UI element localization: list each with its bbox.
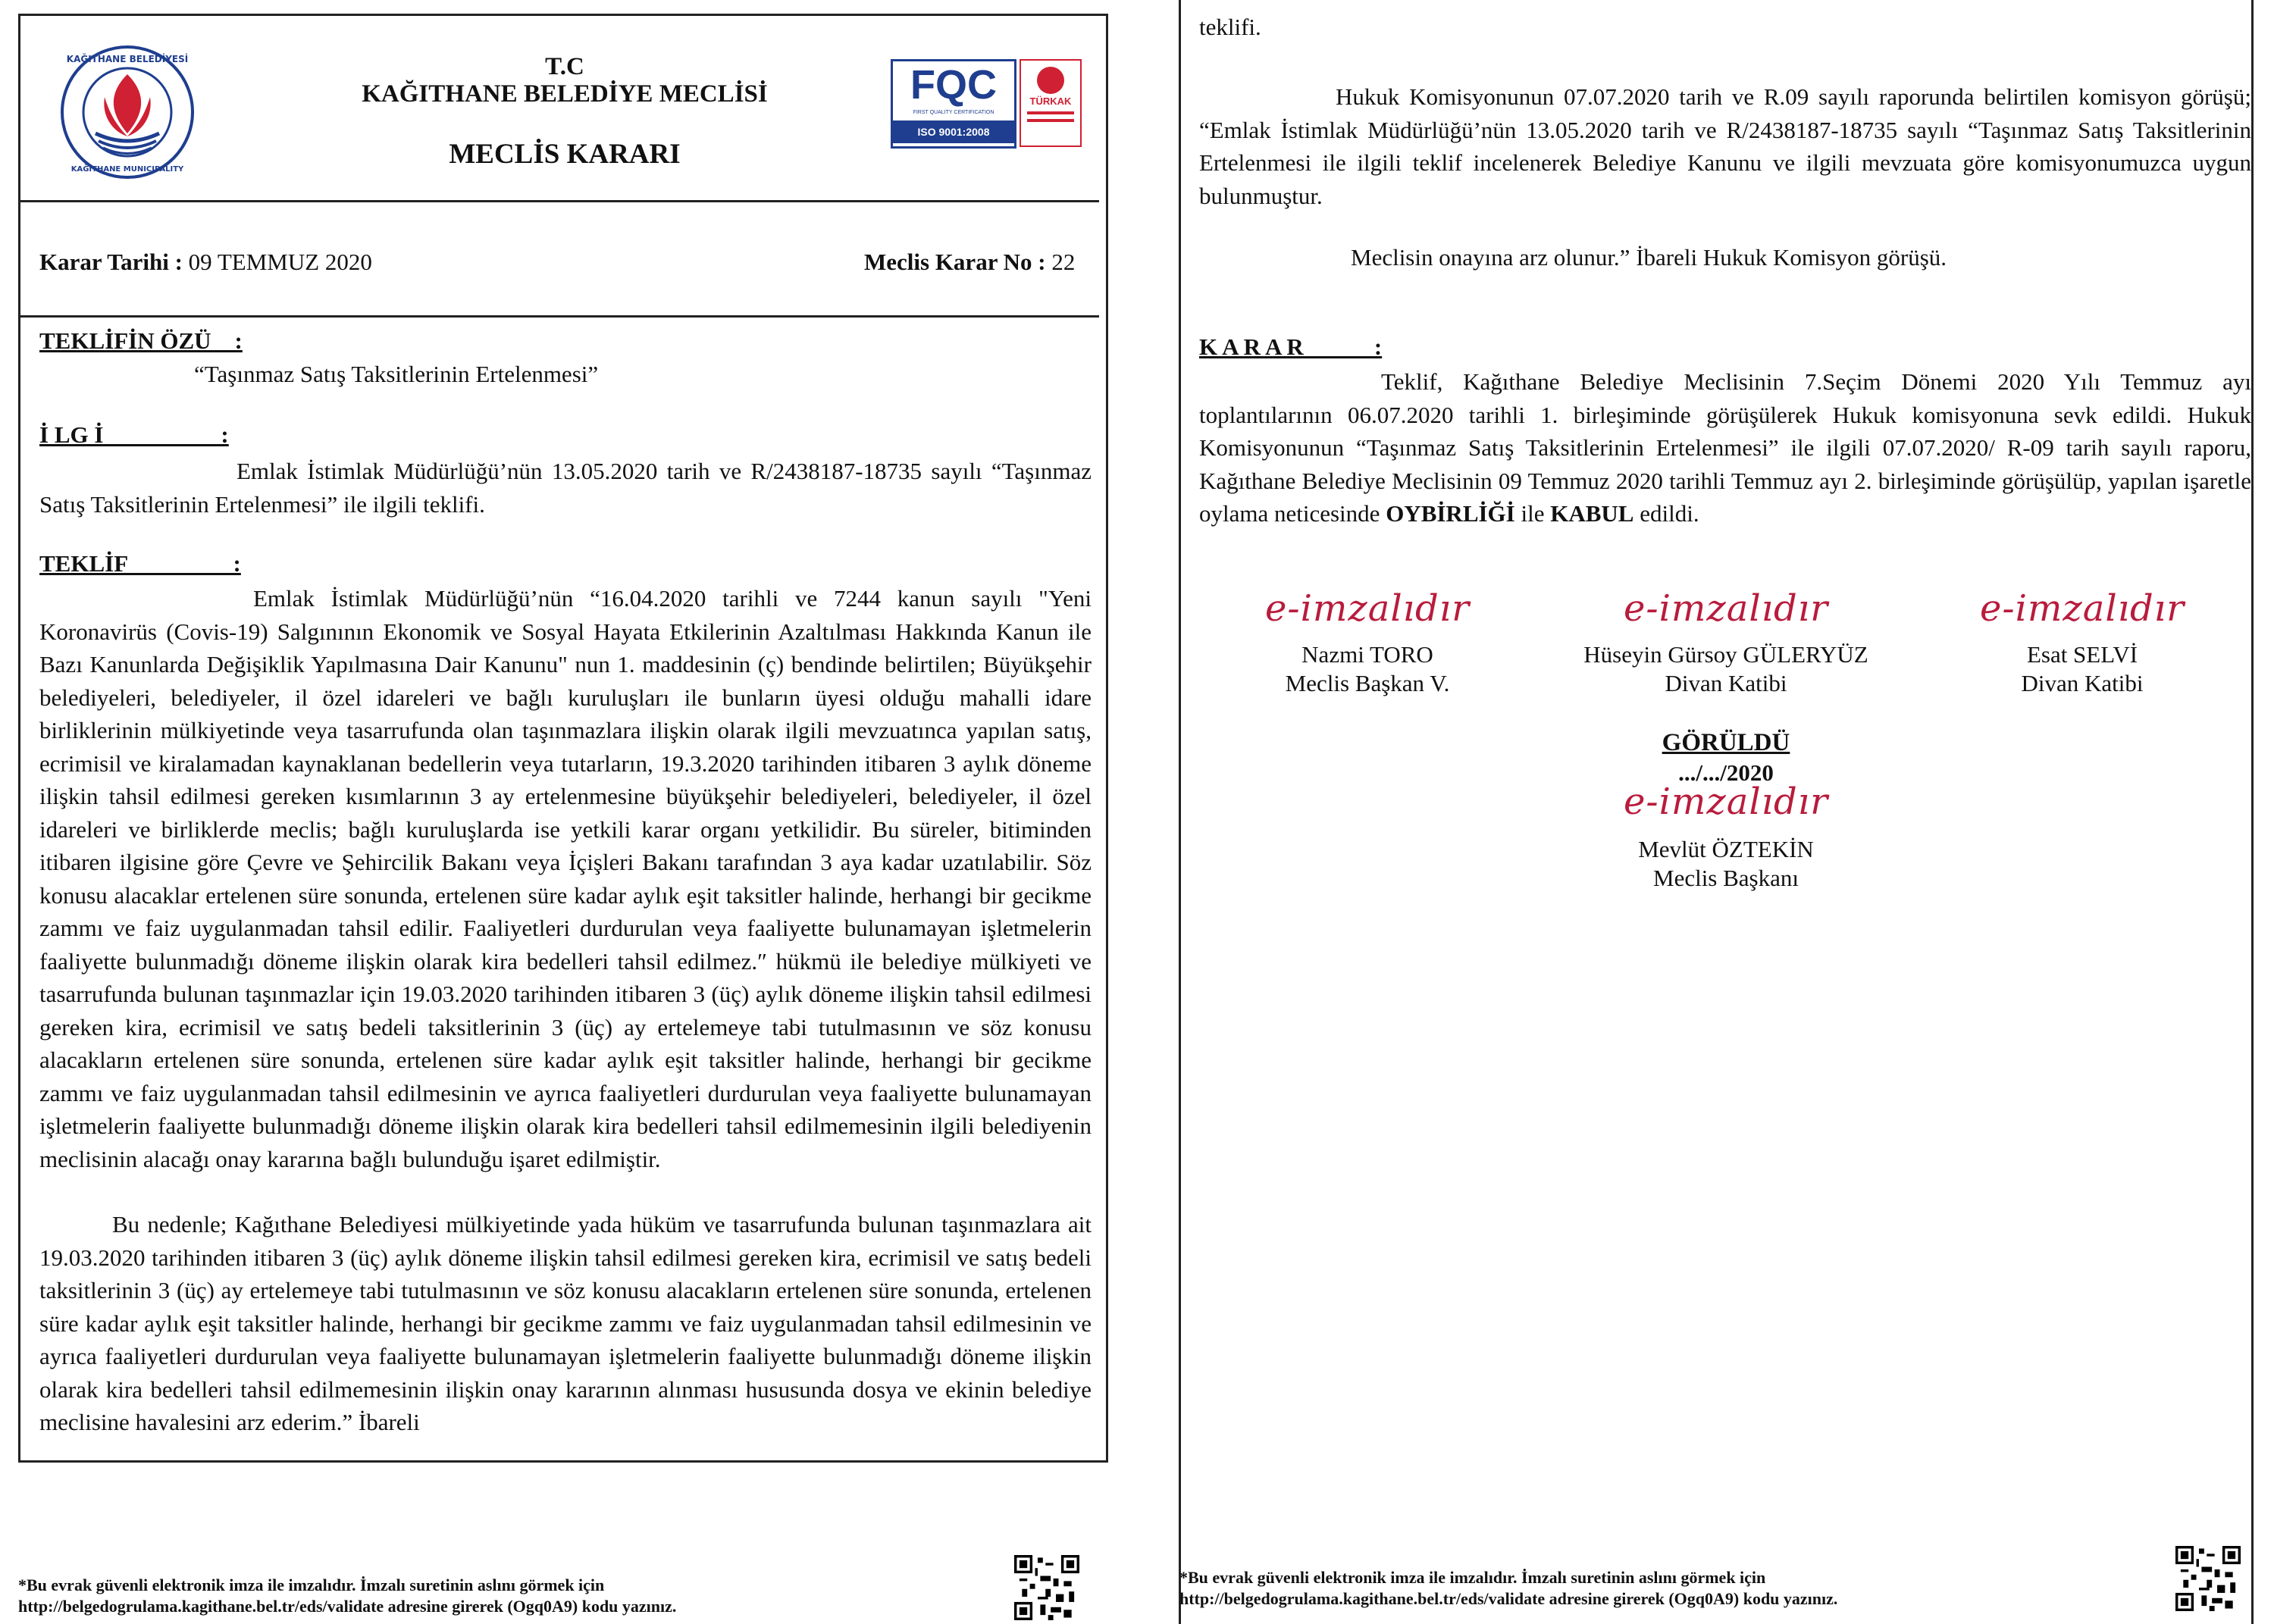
teklif-paragraph-2: Bu nedenle; Kağıthane Belediyesi mülkiyetinde yada hüküm ve tasarrufunda bulunan taşınmazlara ait 19.03.2020 tarihinden itibaren 3 (üç) aylık döneme ilişkin tahsil edilmesi gereken kira, ecrimisil ve satış bedeli taksitlerinin 3 (üç) ay ertelemeye tabi tutulmasının ve söz konusu alacakların ertelenen süre sonunda, ertelenen süre kadar aylık eşit taksitler halinde, herhangi bir gecikme zammı ve faiz uygulanmadan tahsil edilmesinin ve ayrıca faaliyetleri durdurulan veya faaliyette bulunamayan işletmelerin faaliyette bulunmadığı döneme ilişkin olarak kira bedelleri tahsil edilmemesinin ilişkin onay kararının alınması hususunda dosya ve ekinin belediye meclisine havalesini arz ederim.” İbareli <box>39 1211 1092 1435</box>
header-council: KAĞITHANE BELEDİYE MECLİSİ <box>362 80 768 108</box>
onay-paragraph: Meclisin onayına arz olunur.” İbareli Hukuk Komisyon görüşü. <box>1351 244 1947 271</box>
meta-divider <box>20 315 1099 318</box>
decision-number: Meclis Karar No : 22 <box>864 249 1076 275</box>
ozu-heading: TEKLİFİN ÖZÜ : <box>39 327 243 354</box>
header-tc: T.C <box>545 53 584 80</box>
e-signature-1: e-imzalıdır <box>1264 587 1471 630</box>
ozu-text: “Taşınmaz Satış Taksitlerinin Ertelenmesi” <box>194 361 599 387</box>
header-divider <box>20 200 1099 202</box>
ilgi-text: Emlak İstimlak Müdürlüğü’nün 13.05.2020 tarih ve R/2438187-18735 sayılı “Taşınmaz Satış Taksitlerinin Ertelenmesi” ile ilgili teklifi. <box>39 458 1092 518</box>
svg-text:KAĞITHANE BELEDİYESİ: KAĞITHANE BELEDİYESİ <box>66 54 189 64</box>
teklif-heading: TEKLİF : <box>39 550 241 577</box>
teklif-paragraph-1: Emlak İstimlak Müdürlüğü’nün “16.04.2020 tarihli ve 7244 kanun sayılı "Yeni Koronavirüs (Covis-19) Salgınının Ekonomik ve Sosyal Hayata Etkilerinin Azaltılması Hakkında Kanun ile Bazı Kanunlarda Değişiklik Yapılmasına Dair Kanunu" nun 1. maddesinin (ç) bendinde belirtilen; Büyükşehir belediyeleri, belediyeler, il özel idareleri ve bağlı kuruluşları ile bunların üyesi olduğu mahalli idare birliklerinin mülkiyetinde veya tasarrufunda olan taşınmazlara ilişkin olarak ilgili mevzuatınca yapılan satış, ecrimisil ve kiralamadan kaynaklanan bedellerin veya tutarların, 19.3.2020 tarihinden itibaren 3 aylık döneme ilişkin tahsil edilmesi gereken kısımlarının 3 ay ertelenmesine büyükşehir belediyeleri, belediyeler, il özel idareleri ve birliklerde meclis; bağlı kuruluşlarda ise yetkili karar organı yetkilidir. Bu süreler, bitiminden itibaren ilgisine göre Çevre ve Şehircilik Bakanı veya İçişleri Bakanı tarafından 3 aya kadar uzatılabilir. Söz konusu alacaklar ertelenen süre sonunda, ertelenen süre kadar aylık eşit taksitler halinde, herhangi bir gecikme zammı ve faiz uygulanmadan tahsil edilir. Faaliyetleri durdurulan veya faaliyette bulunamayan işletmelerin faaliyette bulunmadığı döneme ilişkin olarak kira bedelleri tahsil edilmez.″ hükmü ile belediye mülkiyeti ve tasarrufunda bulunan taşınmazlar için 19.03.2020 tarihinden itibaren 3 (üç) aylık döneme ilişkin tahsil edilmesi gereken kira, ecrimisil ve satış bedeli taksitlerinin 3 (üç) ay ertelemeye tabi tutulmasının ve söz konusu alacakların ertelenen süre sonunda, ertelenen süre kadar aylık eşit taksitler halinde, herhangi bir gecikme zammı ve faiz uygulanmadan tahsil edilmesinin ve ayrıca faaliyetleri durdurulan veya faaliyette bulunamayan işletmelerin faaliyette bulunmadığı döneme ilişkin olarak kira bedelleri tahsil edilmemesinin ilgili belediyenin meclisinin alacağı onay kararına bağlı bulunduğu işaret edilmiştir. <box>39 585 1092 1172</box>
karar-paragraph: Teklif, Kağıthane Belediye Meclisinin 7.Seçim Dönemi 2020 Yılı Temmuz ayı toplantılarının 06.07.2020 tarihli 1. birleşiminde görüşülerek Hukuk komisyonuna sevk edildi. Hukuk Komisyonunun “Taşınmaz Satış Taksitlerinin Ertelenmesi” ile ilgili 07.07.2020/ R-09 tarih sayılı raporu, Kağıthane Belediye Meclisinin 09 Temmuz 2020 tarihli Temmuz ayı 2. birleşiminde görüşülüp, yapılan işaretle oylama neticesinde OYBİRLİĞİ ile KABUL edildi. <box>1199 368 2251 527</box>
kabul-text: KABUL <box>1550 500 1634 527</box>
hukuk-paragraph: Hukuk Komisyonunun 07.07.2020 tarih ve R.09 sayılı raporunda belirtilen komisyon görüşü; “Emlak İstimlak Müdürlüğü’nün 13.05.2020 tarih ve R/2438187-18735 sayılı “Taşınmaz Satış Taksitlerinin Ertelenmesi ile ilgili teklif incelenerek Belediye Kanunu ve ilgili mevzuata göre komisyonumuzca uygun bulunmuştur. <box>1199 83 2251 209</box>
goruldu-date: .../.../2020 <box>1678 759 1774 786</box>
kagithane-logo-icon <box>59 44 196 180</box>
e-signature-2: e-imzalıdır <box>1623 587 1829 630</box>
signatory-2: Hüseyin Gürsoy GÜLERYÜZ Divan Katibi <box>1583 641 1868 696</box>
e-signature-3: e-imzalıdır <box>1979 587 2185 630</box>
karar-heading: K A R A R : <box>1199 333 1383 360</box>
right-continuation: teklifi. <box>1199 14 1261 40</box>
qr-code-icon <box>2175 1546 2241 1611</box>
footer-line-2-right: http://belgedogrulama.kagithane.bel.tr/eds/validate adresine girerek (Ogq0A9) kodu yazınız. <box>1179 1589 1838 1608</box>
fqc-iso-badge-icon: FQC FIRST QUALITY CERTIFICATION ISO 9001:2008 <box>891 59 1016 149</box>
turkak-badge-icon: TÜRKAK <box>1020 59 1082 147</box>
qr-code-icon <box>1014 1555 1079 1620</box>
e-signature-4: e-imzalıdır <box>1623 781 1829 823</box>
header-doc-type: MECLİS KARARI <box>449 139 681 170</box>
right-footer <box>1179 1567 2165 1610</box>
footer-line-2: http://belgedogrulama.kagithane.bel.tr/eds/validate adresine girerek (Ogq0A9) kodu yazınız. <box>18 1597 677 1616</box>
oybirligi-text: OYBİRLİĞİ <box>1386 500 1515 527</box>
left-footer <box>18 1575 1019 1617</box>
ilgi-heading: İ LG İ : <box>39 421 229 448</box>
footer-line-1: *Bu evrak güvenli elektronik imza ile imzalıdır. İmzalı suretinin aslını görmek için <box>18 1575 605 1594</box>
signatory-3: Esat SELVİ Divan Katibi <box>2021 641 2144 696</box>
signatory-4: Mevlüt ÖZTEKİN Meclis Başkanı <box>1638 836 1814 891</box>
signatory-1: Nazmi TORO Meclis Başkan V. <box>1285 641 1450 696</box>
decision-date: Karar Tarihi : 09 TEMMUZ 2020 <box>39 249 372 275</box>
goruldu-heading: GÖRÜLDÜ <box>1662 729 1790 756</box>
footer-line-1-right: *Bu evrak güvenli elektronik imza ile imzalıdır. İmzalı suretinin aslını görmek için <box>1179 1568 1766 1587</box>
svg-text:KAĞITHANE MUNICIPALITY: KAĞITHANE MUNICIPALITY <box>70 165 184 174</box>
